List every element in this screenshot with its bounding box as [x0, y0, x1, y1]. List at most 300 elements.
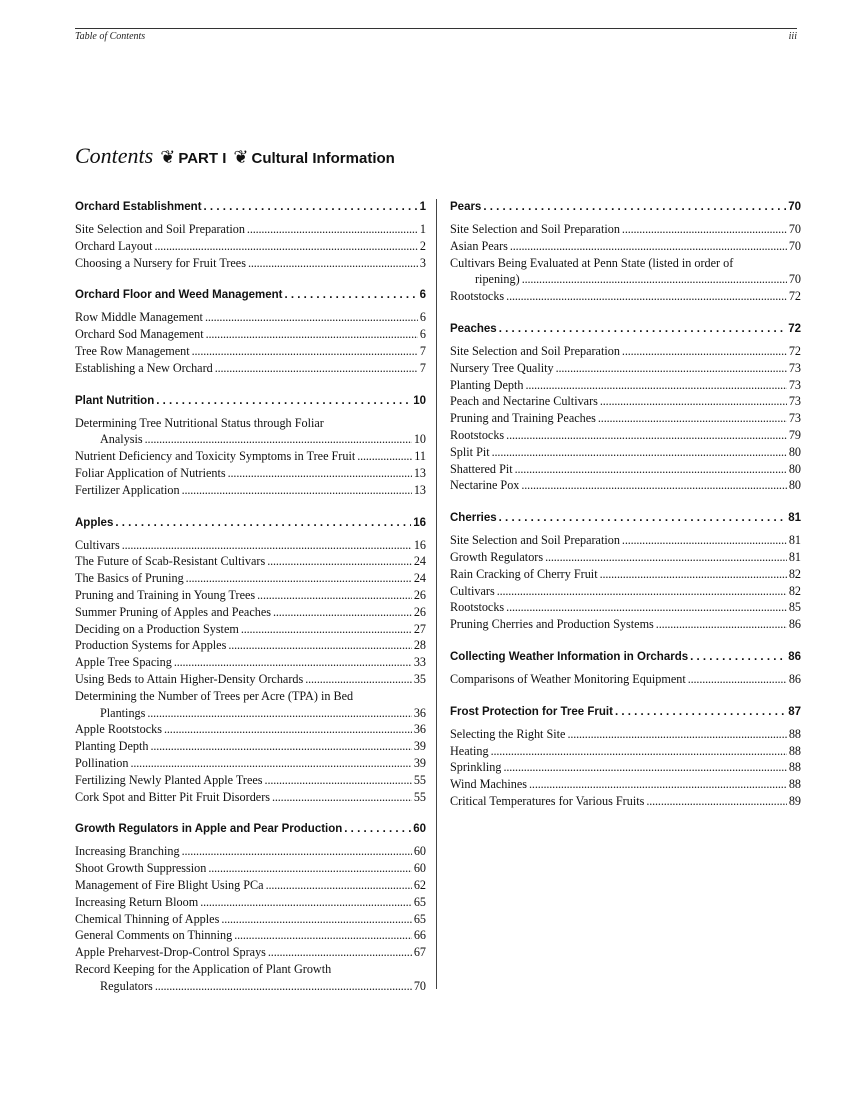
toc-entry[interactable] — [75, 637, 426, 654]
entry-text: Deciding on a Production System — [75, 621, 239, 636]
entry-text: Summer Pruning of Apples and Peaches — [75, 604, 271, 619]
dot-leader — [284, 287, 417, 303]
entry-page-number: 70 — [788, 222, 801, 236]
section-heading-text: Plant Nutrition — [75, 394, 155, 407]
entry-text: Apple Rootstocks — [75, 722, 163, 737]
dot-leader — [182, 843, 412, 860]
entry-text: Apple Preharvest-Drop-Control Sprays — [75, 945, 266, 960]
toc-entry[interactable] — [75, 877, 426, 894]
entry-text: Chemical Thinning of Apples — [75, 911, 220, 926]
entry-text: Determining Tree Nutritional Status through Foliar — [75, 415, 324, 430]
toc-entry[interactable] — [450, 288, 801, 305]
entry-text-continuation: Regulators — [100, 978, 153, 993]
entry-text: Selecting the Right Site — [450, 726, 566, 741]
dot-leader — [688, 671, 787, 688]
entry-page-number: 16 — [413, 537, 426, 552]
fleuron-icon: ❦ — [233, 147, 249, 168]
toc-entry[interactable] — [450, 599, 801, 616]
entry-text: Increasing Return Bloom — [75, 894, 199, 909]
section-page-number: 16 — [413, 516, 426, 529]
fleuron-icon: ❦ — [160, 147, 176, 168]
entry-page-number: 80 — [788, 478, 801, 493]
entry-text: Establishing a New Orchard — [75, 360, 213, 375]
entry-page-number: 70 — [788, 238, 801, 253]
entry-page-number: 88 — [788, 777, 801, 792]
dot-leader — [174, 654, 412, 671]
entry-page-number: 86 — [788, 671, 801, 686]
dot-leader — [145, 431, 412, 448]
header-rule — [75, 28, 797, 29]
dot-leader — [156, 393, 411, 409]
entry-page-number: 88 — [788, 743, 801, 758]
toc-entry[interactable] — [75, 843, 426, 860]
entry-page-number: 26 — [413, 604, 426, 619]
entry-continuation-line — [75, 978, 426, 995]
toc-entry[interactable] — [75, 604, 426, 621]
dot-leader — [265, 772, 412, 789]
entry-page-number: 6 — [419, 310, 426, 325]
toc-entry[interactable] — [75, 360, 426, 377]
toc-entry[interactable] — [75, 343, 426, 360]
dot-leader — [506, 599, 787, 616]
section-heading[interactable] — [75, 393, 426, 409]
section-page-number: 70 — [788, 201, 801, 213]
column-divider — [436, 199, 437, 989]
dot-leader — [200, 894, 412, 911]
dot-leader — [499, 321, 787, 337]
entry-page-number: 62 — [413, 877, 426, 892]
dot-leader — [503, 759, 786, 776]
dot-leader — [600, 566, 787, 583]
dot-leader — [529, 776, 787, 793]
entry-page-number: 13 — [413, 465, 426, 480]
toc-entry[interactable] — [75, 961, 426, 995]
toc-entry[interactable] — [450, 238, 801, 255]
toc-entry[interactable] — [450, 726, 801, 743]
dot-leader — [221, 911, 411, 928]
entry-text: Pruning Cherries and Production Systems — [450, 617, 654, 632]
toc-entry[interactable] — [450, 393, 801, 410]
running-header-page-number: iii — [788, 31, 797, 42]
contents-title: Contents — [75, 143, 154, 168]
entry-page-number: 70 — [413, 978, 426, 993]
entry-text: Critical Temperatures for Various Fruits — [450, 793, 645, 808]
toc-left-column — [75, 199, 426, 1010]
dot-leader — [615, 704, 786, 720]
section-heading-text: Peaches — [450, 322, 497, 335]
dot-leader — [690, 649, 786, 665]
part-subtitle: Cultural Information — [251, 150, 395, 167]
entry-text: Heating — [450, 743, 489, 758]
toc-entry[interactable] — [75, 415, 426, 449]
section-heading-text: Orchard Establishment — [75, 201, 202, 213]
dot-leader — [521, 477, 786, 494]
part-label: PART I — [178, 150, 227, 167]
page-title — [75, 143, 395, 169]
section-page-number: 81 — [788, 512, 801, 525]
dot-leader — [305, 671, 412, 688]
dot-leader — [525, 377, 786, 394]
toc-entry[interactable] — [75, 570, 426, 587]
entry-text: Fertilizer Application — [75, 482, 180, 497]
entry-page-number: 2 — [419, 238, 426, 253]
dot-leader — [131, 755, 412, 772]
dot-leader — [273, 604, 412, 621]
section-heading[interactable] — [450, 510, 801, 526]
dot-leader — [155, 978, 412, 995]
entry-page-number: 72 — [788, 343, 801, 358]
entry-text-continuation: Plantings — [100, 705, 146, 720]
entry-page-number: 60 — [413, 861, 426, 876]
section-heading[interactable] — [75, 199, 426, 215]
section-heading[interactable] — [450, 704, 801, 720]
dot-leader — [622, 343, 787, 360]
entry-text: Cultivars — [75, 537, 120, 552]
section-heading[interactable] — [75, 821, 426, 837]
entry-text: Pruning and Training Peaches — [450, 411, 596, 426]
entry-page-number: 73 — [788, 377, 801, 392]
toc-entry[interactable] — [450, 360, 801, 377]
entry-page-number: 85 — [788, 600, 801, 615]
dot-leader — [491, 743, 787, 760]
entry-text: Comparisons of Weather Monitoring Equipment — [450, 671, 686, 686]
toc-entry[interactable] — [75, 587, 426, 604]
toc-entry[interactable] — [450, 776, 801, 793]
dot-leader — [228, 637, 411, 654]
toc-entry[interactable] — [75, 688, 426, 722]
entry-text: Choosing a Nursery for Fruit Trees — [75, 255, 246, 270]
section-page-number: 86 — [788, 650, 801, 663]
section-page-number: 72 — [788, 322, 801, 335]
toc-section — [75, 393, 426, 499]
dot-leader — [234, 927, 412, 944]
section-heading[interactable] — [75, 287, 426, 303]
section-heading-text: Collecting Weather Information in Orchards — [450, 650, 689, 663]
entry-page-number: 82 — [788, 566, 801, 581]
entry-text: Site Selection and Soil Preparation — [75, 222, 245, 236]
toc-entry[interactable] — [450, 583, 801, 600]
dot-leader — [522, 271, 787, 288]
toc-entry[interactable] — [75, 671, 426, 688]
dot-leader — [155, 238, 418, 255]
entry-page-number: 36 — [413, 705, 426, 720]
entry-text: The Basics of Pruning — [75, 571, 184, 586]
entry-text: Cork Spot and Bitter Pit Fruit Disorders — [75, 789, 270, 804]
entry-text: Wind Machines — [450, 777, 528, 792]
dot-leader — [205, 309, 418, 326]
entry-page-number: 28 — [413, 638, 426, 653]
entry-page-number: 13 — [413, 482, 426, 497]
toc-entry[interactable] — [75, 755, 426, 772]
entry-text: Orchard Layout — [75, 238, 153, 253]
dot-leader — [268, 944, 412, 961]
toc-entry[interactable] — [75, 927, 426, 944]
entry-text: Planting Depth — [75, 739, 149, 754]
toc-section — [75, 821, 426, 994]
dot-leader — [556, 360, 787, 377]
dot-leader — [515, 461, 787, 478]
entry-page-number: 88 — [788, 760, 801, 775]
dot-leader — [115, 515, 411, 531]
section-page-number: 60 — [413, 823, 426, 836]
entry-text: Rootstocks — [450, 427, 505, 442]
toc-entry[interactable] — [450, 566, 801, 583]
toc-entry[interactable] — [450, 410, 801, 427]
dot-leader — [208, 860, 411, 877]
entry-text-continuation: ripening) — [475, 272, 520, 287]
entry-text: Asian Pears — [450, 238, 508, 253]
entry-text: The Future of Scab-Resistant Cultivars — [75, 554, 266, 569]
entry-page-number: 73 — [788, 394, 801, 409]
entry-text: Shoot Growth Suppression — [75, 861, 207, 876]
dot-leader — [204, 199, 418, 215]
entry-text: Record Keeping for the Application of Plant Growth — [75, 961, 332, 976]
entry-text: Growth Regulators — [450, 549, 544, 564]
dot-leader — [622, 532, 787, 549]
entry-page-number: 88 — [788, 726, 801, 741]
section-heading-text: Orchard Floor and Weed Management — [75, 289, 283, 302]
dot-leader — [147, 705, 411, 722]
dot-leader — [182, 482, 412, 499]
dot-leader — [272, 789, 412, 806]
entry-text: Site Selection and Soil Preparation — [450, 343, 620, 358]
dot-leader — [248, 255, 418, 272]
entry-page-number: 11 — [414, 449, 426, 464]
entry-text: Nursery Tree Quality — [450, 360, 554, 375]
section-page-number: 10 — [413, 394, 426, 407]
toc-entry[interactable] — [75, 537, 426, 554]
entry-page-number: 66 — [413, 928, 426, 943]
dot-leader — [492, 444, 787, 461]
toc-entry[interactable] — [75, 738, 426, 755]
dot-leader — [646, 793, 786, 810]
toc-entry[interactable] — [75, 553, 426, 570]
entry-text: Cultivars — [450, 583, 495, 598]
dot-leader — [267, 553, 412, 570]
entry-text: Orchard Sod Management — [75, 327, 204, 342]
toc-entry[interactable] — [450, 532, 801, 549]
dot-leader — [506, 288, 787, 305]
toc-entry[interactable] — [75, 944, 426, 961]
entry-text: Production Systems for Apples — [75, 638, 227, 653]
dot-leader — [600, 393, 787, 410]
entry-page-number: 82 — [788, 583, 801, 598]
section-heading-text: Apples — [75, 516, 114, 529]
entry-page-number: 73 — [788, 360, 801, 375]
dot-leader — [150, 738, 411, 755]
entry-page-number: 79 — [788, 427, 801, 442]
entry-page-number: 72 — [788, 289, 801, 304]
entry-page-number: 36 — [413, 722, 426, 737]
dot-leader — [186, 570, 412, 587]
entry-page-number: 26 — [413, 587, 426, 602]
toc-entry[interactable] — [75, 721, 426, 738]
toc-entry[interactable] — [450, 255, 801, 289]
entry-page-number: 70 — [788, 272, 801, 287]
toc-section — [75, 199, 426, 271]
dot-leader — [228, 465, 412, 482]
entry-text: Shattered Pit — [450, 461, 513, 476]
toc-entry[interactable] — [75, 772, 426, 789]
entry-page-number: 60 — [413, 844, 426, 859]
toc-entry[interactable] — [75, 326, 426, 343]
toc-section — [450, 704, 801, 810]
entry-text: Site Selection and Soil Preparation — [450, 222, 620, 236]
dot-leader — [483, 199, 786, 215]
entry-page-number: 86 — [788, 617, 801, 632]
toc-entry[interactable] — [450, 743, 801, 760]
entry-page-number: 3 — [419, 255, 426, 270]
running-header-title: Table of Contents — [75, 31, 146, 42]
toc-entry[interactable] — [75, 309, 426, 326]
section-heading-text: Cherries — [450, 512, 497, 525]
dot-leader — [206, 326, 418, 343]
entry-text: Tree Row Management — [75, 343, 190, 358]
entry-continuation-line — [75, 431, 426, 448]
section-heading-text: Frost Protection for Tree Fruit — [450, 705, 613, 718]
toc-entry[interactable] — [450, 671, 801, 688]
entry-page-number: 81 — [788, 533, 801, 548]
toc-section — [75, 515, 426, 806]
dot-leader — [567, 726, 786, 743]
toc-entry[interactable] — [450, 759, 801, 776]
entry-page-number: 65 — [413, 894, 426, 909]
entry-text: Row Middle Management — [75, 310, 203, 325]
toc-entry[interactable] — [75, 255, 426, 272]
toc-entry[interactable] — [75, 894, 426, 911]
entry-page-number: 67 — [413, 945, 426, 960]
dot-leader — [122, 537, 412, 554]
dot-leader — [510, 238, 787, 255]
toc-entry[interactable] — [450, 444, 801, 461]
toc-entry[interactable] — [450, 377, 801, 394]
dot-leader — [545, 549, 787, 566]
section-page-number: 1 — [419, 201, 426, 213]
toc-entry[interactable] — [75, 448, 426, 465]
dot-leader — [266, 877, 412, 894]
toc-entry[interactable] — [450, 343, 801, 360]
entry-text: Pollination — [75, 755, 129, 770]
entry-text: Rootstocks — [450, 600, 505, 615]
entry-page-number: 55 — [413, 789, 426, 804]
toc-entry[interactable] — [450, 793, 801, 810]
dot-leader — [192, 343, 418, 360]
entry-text: Split Pit — [450, 444, 490, 459]
entry-text: Nectarine Pox — [450, 478, 520, 493]
entry-text: Foliar Application of Nutrients — [75, 465, 226, 480]
entry-text: Nutrient Deficiency and Toxicity Symptoms in Tree Fruit — [75, 449, 356, 464]
entry-text: Fertilizing Newly Planted Apple Trees — [75, 772, 263, 787]
entry-text: Increasing Branching — [75, 844, 180, 859]
toc-entry[interactable] — [75, 911, 426, 928]
entry-continuation-line — [450, 271, 801, 288]
dot-leader — [656, 616, 787, 633]
toc-section — [450, 199, 801, 305]
toc-section — [450, 649, 801, 688]
dot-leader — [344, 821, 411, 837]
section-heading-text: Growth Regulators in Apple and Pear Production — [75, 823, 343, 836]
dot-leader — [164, 721, 412, 738]
section-heading[interactable] — [450, 649, 801, 665]
entry-page-number: 7 — [419, 360, 426, 375]
entry-page-number: 33 — [413, 655, 426, 670]
entry-text: Determining the Number of Trees per Acre (TPA) in Bed — [75, 688, 354, 703]
toc-entry[interactable] — [450, 427, 801, 444]
entry-text: Cultivars Being Evaluated at Penn State (listed in order of — [450, 255, 734, 270]
entry-text-continuation: Analysis — [100, 432, 143, 447]
toc-entry[interactable] — [75, 465, 426, 482]
entry-page-number: 35 — [413, 671, 426, 686]
entry-text: General Comments on Thinning — [75, 928, 233, 943]
entry-page-number: 73 — [788, 411, 801, 426]
dot-leader — [497, 583, 787, 600]
entry-page-number: 7 — [419, 343, 426, 358]
toc-entry[interactable] — [75, 621, 426, 638]
entry-text: Rain Cracking of Cherry Fruit — [450, 566, 598, 581]
toc-entry[interactable] — [75, 789, 426, 806]
entry-text: Peach and Nectarine Cultivars — [450, 394, 598, 409]
toc-entry[interactable] — [75, 482, 426, 499]
section-heading[interactable] — [75, 515, 426, 531]
toc-section — [450, 510, 801, 633]
entry-page-number: 6 — [419, 327, 426, 342]
dot-leader — [215, 360, 418, 377]
entry-page-number: 55 — [413, 772, 426, 787]
entry-page-number: 39 — [413, 755, 426, 770]
entry-page-number: 80 — [788, 444, 801, 459]
dot-leader — [247, 221, 418, 238]
dot-leader — [357, 448, 412, 465]
entry-page-number: 10 — [413, 432, 426, 447]
toc-entry[interactable] — [450, 221, 801, 238]
entry-page-number: 39 — [413, 739, 426, 754]
section-heading[interactable] — [450, 199, 801, 215]
entry-page-number: 65 — [413, 911, 426, 926]
section-page-number: 87 — [788, 705, 801, 718]
entry-text: Pruning and Training in Young Trees — [75, 587, 256, 602]
toc-entry[interactable] — [450, 549, 801, 566]
entry-text: Planting Depth — [450, 377, 524, 392]
dot-leader — [257, 587, 412, 604]
toc-entry[interactable] — [75, 221, 426, 238]
entry-page-number: 81 — [788, 549, 801, 564]
toc-entry[interactable] — [450, 616, 801, 633]
dot-leader — [241, 621, 412, 638]
entry-continuation-line — [75, 705, 426, 722]
toc-entry[interactable] — [75, 860, 426, 877]
toc-section — [75, 287, 426, 376]
entry-page-number: 27 — [413, 621, 426, 636]
toc-section — [450, 321, 801, 494]
entry-text: Using Beds to Attain Higher-Density Orchards — [75, 671, 304, 686]
section-heading[interactable] — [450, 321, 801, 337]
entry-text: Rootstocks — [450, 289, 505, 304]
dot-leader — [499, 510, 787, 526]
entry-page-number: 1 — [419, 222, 426, 236]
section-heading-text: Pears — [450, 201, 482, 213]
entry-page-number: 24 — [413, 571, 426, 586]
entry-text: Site Selection and Soil Preparation — [450, 533, 620, 548]
toc-entry[interactable] — [75, 238, 426, 255]
toc-entry[interactable] — [450, 477, 801, 494]
toc-right-column — [450, 199, 801, 826]
section-page-number: 6 — [419, 289, 426, 302]
dot-leader — [622, 221, 787, 238]
entry-text: Sprinkling — [450, 760, 502, 775]
toc-entry[interactable] — [450, 461, 801, 478]
toc-entry[interactable] — [75, 654, 426, 671]
entry-page-number: 89 — [788, 793, 801, 808]
